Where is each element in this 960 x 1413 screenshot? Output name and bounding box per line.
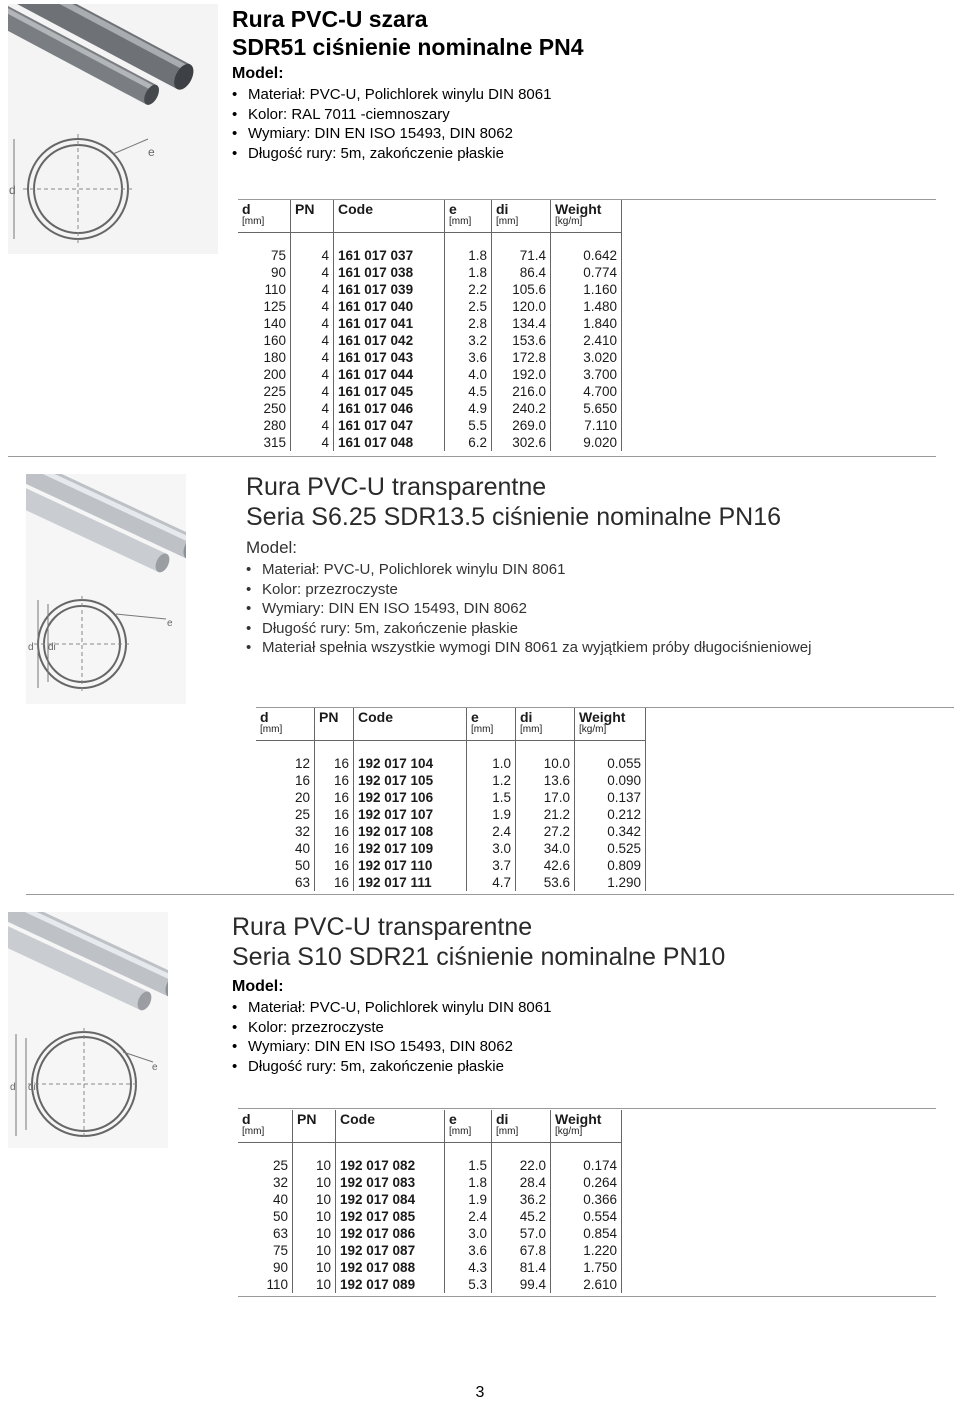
table-cell: 10 xyxy=(293,1174,336,1191)
section-subtitle: Seria S10 SDR21 ciśnienie nominalne PN10 xyxy=(232,943,726,971)
table-cell: 75 xyxy=(238,247,291,264)
spec-table-container xyxy=(238,200,622,451)
table-cell: 1.8 xyxy=(445,247,492,264)
table-cell: 172.8 xyxy=(492,349,551,366)
section-divider xyxy=(8,456,936,457)
table-cell: 2.610 xyxy=(551,1276,622,1293)
column-header xyxy=(291,200,334,233)
table-cell: 1.8 xyxy=(445,264,492,281)
table-cell: 53.6 xyxy=(516,874,575,891)
table-cell: 161 017 042 xyxy=(334,332,445,349)
section-title: Rura PVC-U szara xyxy=(232,6,428,32)
table-cell: 216.0 xyxy=(492,383,551,400)
table-cell: 25 xyxy=(238,1157,293,1174)
table-cell: 3.700 xyxy=(551,366,622,383)
table-cell: 192 017 108 xyxy=(354,823,467,840)
spec-item: • Długość rury: 5m, zakończenie płaskie xyxy=(232,1057,952,1077)
table-cell: 50 xyxy=(238,1208,293,1225)
table-cell: 4 xyxy=(291,383,334,400)
table-cell: 16 xyxy=(315,772,354,789)
column-header-label: e xyxy=(449,201,457,217)
d-label: d xyxy=(10,1082,16,1093)
column-header-label: Weight xyxy=(579,709,626,725)
table-row xyxy=(238,247,622,264)
column-header-label: Code xyxy=(340,1111,375,1127)
table-row xyxy=(238,315,622,332)
spec-item: • Długość rury: 5m, zakończenie płaskie xyxy=(246,619,946,639)
table-row xyxy=(238,1259,622,1276)
table-cell: 192 017 105 xyxy=(354,772,467,789)
table-cell: 1.2 xyxy=(467,772,516,789)
table-cell: 63 xyxy=(256,874,315,891)
table-row xyxy=(256,789,646,806)
table-cell: 1.5 xyxy=(445,1157,492,1174)
table-cell: 1.750 xyxy=(551,1259,622,1276)
table-cell: 0.525 xyxy=(575,840,646,857)
table-cell: 4 xyxy=(291,298,334,315)
table-cell: 42.6 xyxy=(516,857,575,874)
table-cell: 17.0 xyxy=(516,789,575,806)
table-cell: 9.020 xyxy=(551,434,622,451)
table-cell: 10 xyxy=(293,1259,336,1276)
model-label: Model: xyxy=(232,65,284,82)
table-cell: 161 017 044 xyxy=(334,366,445,383)
column-header-label: e xyxy=(449,1111,457,1127)
column-header xyxy=(238,1110,293,1143)
table-cell: 0.342 xyxy=(575,823,646,840)
column-header-unit xyxy=(295,216,329,228)
table-cell: 3.0 xyxy=(467,840,516,857)
table-row xyxy=(238,349,622,366)
table-cell: 161 017 047 xyxy=(334,417,445,434)
column-header-unit: [mm] xyxy=(471,724,494,735)
table-cell: 1.9 xyxy=(467,806,516,823)
column-header-unit xyxy=(338,216,440,228)
table-cell: 45.2 xyxy=(492,1208,551,1225)
table-cell: 67.8 xyxy=(492,1242,551,1259)
table-cell: 192 017 104 xyxy=(354,755,467,772)
table-cell: 50 xyxy=(256,857,315,874)
table-cell: 192 017 107 xyxy=(354,806,467,823)
table-cell: 161 017 045 xyxy=(334,383,445,400)
e-label: e xyxy=(148,145,155,159)
column-header xyxy=(575,708,646,741)
table-cell: 10 xyxy=(293,1225,336,1242)
spec-table xyxy=(256,708,646,891)
table-cell: 250 xyxy=(238,400,291,417)
table-row xyxy=(238,264,622,281)
table-header-row xyxy=(256,708,646,741)
table-cell: 192 017 109 xyxy=(354,840,467,857)
column-header-unit: [mm] xyxy=(496,1126,519,1137)
table-cell: 192 017 110 xyxy=(354,857,467,874)
column-header-unit: [kg/m] xyxy=(555,1126,583,1137)
e-label: e xyxy=(167,618,173,629)
column-header-label: di xyxy=(520,709,533,725)
column-header-label: Weight xyxy=(555,1111,602,1127)
table-cell: 0.264 xyxy=(551,1174,622,1191)
section-divider xyxy=(26,894,954,895)
table-cell: 1.480 xyxy=(551,298,622,315)
table-cell: 0.554 xyxy=(551,1208,622,1225)
table-cell: 16 xyxy=(315,806,354,823)
column-header-label: PN xyxy=(297,1111,317,1127)
table-cell: 16 xyxy=(315,789,354,806)
table-row xyxy=(256,772,646,789)
table-cell: 240.2 xyxy=(492,400,551,417)
table-row xyxy=(256,823,646,840)
column-header xyxy=(492,1110,551,1143)
table-cell: 3.2 xyxy=(445,332,492,349)
table-cell: 192 017 084 xyxy=(336,1191,445,1208)
table-cell: 90 xyxy=(238,264,291,281)
table-cell: 27.2 xyxy=(516,823,575,840)
column-header xyxy=(354,708,467,741)
spec-item: • Kolor: RAL 7011 -ciemnoszary xyxy=(232,105,952,125)
table-cell: 161 017 038 xyxy=(334,264,445,281)
table-cell: 1.220 xyxy=(551,1242,622,1259)
table-cell: 192 017 089 xyxy=(336,1276,445,1293)
column-header-label: Code xyxy=(338,201,373,217)
table-cell: 2.4 xyxy=(445,1208,492,1225)
column-header-unit: [kg/m] xyxy=(555,216,583,227)
table-cell: 192 017 088 xyxy=(336,1259,445,1276)
table-cell: 192 017 085 xyxy=(336,1208,445,1225)
column-header xyxy=(238,200,291,233)
table-cell: 0.090 xyxy=(575,772,646,789)
table-cell: 161 017 046 xyxy=(334,400,445,417)
table-cell: 16 xyxy=(256,772,315,789)
column-header-unit xyxy=(297,1126,331,1138)
column-header-unit: [mm] xyxy=(520,724,543,735)
table-row xyxy=(238,366,622,383)
table-cell: 200 xyxy=(238,366,291,383)
column-header xyxy=(516,708,575,741)
table-cell: 192 017 083 xyxy=(336,1174,445,1191)
table-cell: 153.6 xyxy=(492,332,551,349)
table-cell: 180 xyxy=(238,349,291,366)
table-cell: 3.020 xyxy=(551,349,622,366)
table-cell: 0.137 xyxy=(575,789,646,806)
table-cell: 125 xyxy=(238,298,291,315)
table-cell: 10 xyxy=(293,1242,336,1259)
table-cell: 192 017 106 xyxy=(354,789,467,806)
table-cell: 1.0 xyxy=(467,755,516,772)
section-subtitle: SDR51 ciśnienie nominalne PN4 xyxy=(232,34,584,60)
table-cell: 99.4 xyxy=(492,1276,551,1293)
spec-item: • Wymiary: DIN EN ISO 15493, DIN 8062 xyxy=(232,124,952,144)
table-cell: 86.4 xyxy=(492,264,551,281)
spec-table xyxy=(238,1110,622,1293)
table-cell: 4.7 xyxy=(467,874,516,891)
column-header xyxy=(256,708,315,741)
spec-item: • Materiał: PVC-U, Polichlorek winylu DIN 8061 xyxy=(232,85,952,105)
table-cell: 34.0 xyxy=(516,840,575,857)
table-cell: 16 xyxy=(315,874,354,891)
table-cell: 1.9 xyxy=(445,1191,492,1208)
table-cell: 22.0 xyxy=(492,1157,551,1174)
table-cell: 0.174 xyxy=(551,1157,622,1174)
column-header xyxy=(492,200,551,233)
table-cell: 6.2 xyxy=(445,434,492,451)
column-header-unit: [mm] xyxy=(449,1126,472,1137)
spec-list xyxy=(232,998,952,1076)
table-cell: 2.4 xyxy=(467,823,516,840)
spec-item: • Materiał: PVC-U, Polichlorek winylu DIN 8061 xyxy=(246,560,946,580)
table-cell: 4 xyxy=(291,264,334,281)
table-cell: 10 xyxy=(293,1191,336,1208)
table-cell: 0.854 xyxy=(551,1225,622,1242)
table-cell: 81.4 xyxy=(492,1259,551,1276)
table-cell: 3.0 xyxy=(445,1225,492,1242)
column-header xyxy=(315,708,354,741)
spec-table-container xyxy=(256,708,646,891)
column-header-unit: [mm] xyxy=(449,216,472,227)
spec-item: • Długość rury: 5m, zakończenie płaskie xyxy=(232,144,952,164)
column-header xyxy=(293,1110,336,1143)
column-header xyxy=(551,1110,622,1143)
table-row xyxy=(238,332,622,349)
table-row xyxy=(256,806,646,823)
table-cell: 161 017 041 xyxy=(334,315,445,332)
column-header-unit: [mm] xyxy=(260,724,283,735)
page-number: 3 xyxy=(475,1384,485,1401)
table-cell: 16 xyxy=(315,755,354,772)
column-header-unit xyxy=(319,724,349,736)
column-header-unit: [mm] xyxy=(242,1126,265,1137)
table-cell: 10 xyxy=(293,1276,336,1293)
table-cell: 192 017 111 xyxy=(354,874,467,891)
table-cell: 4.0 xyxy=(445,366,492,383)
table-cell: 0.774 xyxy=(551,264,622,281)
column-header-label: di xyxy=(496,201,509,217)
spec-item: • Wymiary: DIN EN ISO 15493, DIN 8062 xyxy=(232,1037,952,1057)
table-cell: 1.840 xyxy=(551,315,622,332)
table-row xyxy=(256,857,646,874)
e-label: e xyxy=(152,1062,158,1073)
spec-item: • Wymiary: DIN EN ISO 15493, DIN 8062 xyxy=(246,599,946,619)
table-cell: 2.2 xyxy=(445,281,492,298)
spec-table-container xyxy=(238,1110,622,1293)
table-cell: 192.0 xyxy=(492,366,551,383)
pipe-transparent-image xyxy=(8,912,168,1148)
table-cell: 10 xyxy=(293,1208,336,1225)
table-cell: 5.5 xyxy=(445,417,492,434)
column-header xyxy=(336,1110,445,1143)
table-row xyxy=(238,400,622,417)
table-cell: 120.0 xyxy=(492,298,551,315)
column-header xyxy=(467,708,516,741)
table-row xyxy=(238,1208,622,1225)
column-header-label: d xyxy=(242,201,251,217)
table-cell: 192 017 086 xyxy=(336,1225,445,1242)
table-cell: 16 xyxy=(315,840,354,857)
column-header-label: d xyxy=(260,709,269,725)
table-cell: 3.6 xyxy=(445,1242,492,1259)
table-cell: 280 xyxy=(238,417,291,434)
di-label: di xyxy=(28,1082,36,1093)
spec-item: • Materiał spełnia wszystkie wymogi DIN 8061 za wyjątkiem próby długociśnieniowej xyxy=(246,638,946,658)
table-cell: 5.650 xyxy=(551,400,622,417)
table-cell: 134.4 xyxy=(492,315,551,332)
table-cell: 40 xyxy=(238,1191,293,1208)
column-header-unit xyxy=(358,724,462,736)
table-row xyxy=(256,874,646,891)
column-header xyxy=(445,200,492,233)
model-label: Model: xyxy=(246,538,298,557)
table-cell: 4 xyxy=(291,400,334,417)
column-header-label: Code xyxy=(358,709,393,725)
section-title: Rura PVC-U transparentne xyxy=(232,913,533,941)
table-row xyxy=(256,840,646,857)
pipe-gray-image xyxy=(8,4,218,254)
table-row xyxy=(238,298,622,315)
table-row xyxy=(238,1157,622,1174)
table-row xyxy=(238,383,622,400)
column-header-label: di xyxy=(496,1111,509,1127)
spec-list xyxy=(246,560,946,658)
table-cell: 57.0 xyxy=(492,1225,551,1242)
column-header-label: PN xyxy=(319,709,339,725)
table-cell: 32 xyxy=(238,1174,293,1191)
table-row xyxy=(238,434,622,451)
table-cell: 161 017 043 xyxy=(334,349,445,366)
table-cell: 4 xyxy=(291,332,334,349)
table-row xyxy=(238,281,622,298)
table-row xyxy=(238,1242,622,1259)
table-cell: 105.6 xyxy=(492,281,551,298)
section-title: Rura PVC-U transparentne xyxy=(246,473,547,501)
d-label: d xyxy=(9,183,16,197)
table-cell: 2.410 xyxy=(551,332,622,349)
table-cell: 40 xyxy=(256,840,315,857)
table-cell: 16 xyxy=(315,823,354,840)
table-row xyxy=(238,1174,622,1191)
table-cell: 16 xyxy=(315,857,354,874)
table-cell: 13.6 xyxy=(516,772,575,789)
table-cell: 4.700 xyxy=(551,383,622,400)
table-cell: 4 xyxy=(291,247,334,264)
table-cell: 4.5 xyxy=(445,383,492,400)
table-cell: 161 017 040 xyxy=(334,298,445,315)
table-cell: 4 xyxy=(291,281,334,298)
model-label: Model: xyxy=(232,978,284,995)
table-row xyxy=(238,1276,622,1293)
table-cell: 192 017 087 xyxy=(336,1242,445,1259)
d-label: d xyxy=(28,642,34,653)
table-cell: 110 xyxy=(238,1276,293,1293)
column-header xyxy=(445,1110,492,1143)
table-cell: 36.2 xyxy=(492,1191,551,1208)
column-header-unit: [mm] xyxy=(496,216,519,227)
table-cell: 0.366 xyxy=(551,1191,622,1208)
table-cell: 3.6 xyxy=(445,349,492,366)
table-cell: 4.3 xyxy=(445,1259,492,1276)
table-cell: 161 017 039 xyxy=(334,281,445,298)
table-cell: 75 xyxy=(238,1242,293,1259)
table-cell: 315 xyxy=(238,434,291,451)
table-cell: 161 017 048 xyxy=(334,434,445,451)
table-cell: 160 xyxy=(238,332,291,349)
column-header-label: e xyxy=(471,709,479,725)
di-label: di xyxy=(48,642,56,653)
table-cell: 0.642 xyxy=(551,247,622,264)
table-row xyxy=(238,1225,622,1242)
table-cell: 2.8 xyxy=(445,315,492,332)
column-header-label: Weight xyxy=(555,201,602,217)
table-cell: 25 xyxy=(256,806,315,823)
table-cell: 110 xyxy=(238,281,291,298)
spec-item: • Kolor: przezroczyste xyxy=(246,580,946,600)
table-header-row xyxy=(238,200,622,233)
table-cell: 10 xyxy=(293,1157,336,1174)
table-cell: 269.0 xyxy=(492,417,551,434)
column-header xyxy=(334,200,445,233)
table-cell: 32 xyxy=(256,823,315,840)
table-cell: 225 xyxy=(238,383,291,400)
table-cell: 4 xyxy=(291,434,334,451)
table-row xyxy=(256,755,646,772)
table-cell: 0.212 xyxy=(575,806,646,823)
column-header-label: PN xyxy=(295,201,315,217)
table-header-row xyxy=(238,1110,622,1143)
table-cell: 1.290 xyxy=(575,874,646,891)
spec-list xyxy=(232,85,952,163)
spec-item: • Materiał: PVC-U, Polichlorek winylu DIN 8061 xyxy=(232,998,952,1018)
table-cell: 4 xyxy=(291,417,334,434)
table-cell: 5.3 xyxy=(445,1276,492,1293)
column-header-unit: [kg/m] xyxy=(579,724,607,735)
table-cell: 0.809 xyxy=(575,857,646,874)
table-cell: 28.4 xyxy=(492,1174,551,1191)
column-header-unit xyxy=(340,1126,440,1138)
table-cell: 10.0 xyxy=(516,755,575,772)
table-cell: 3.7 xyxy=(467,857,516,874)
table-row xyxy=(238,417,622,434)
table-cell: 12 xyxy=(256,755,315,772)
section-subtitle: Seria S6.25 SDR13.5 ciśnienie nominalne PN16 xyxy=(246,503,782,531)
table-cell: 192 017 082 xyxy=(336,1157,445,1174)
table-cell: 2.5 xyxy=(445,298,492,315)
spec-table xyxy=(238,200,622,451)
column-header-label: d xyxy=(242,1111,251,1127)
table-cell: 161 017 037 xyxy=(334,247,445,264)
table-cell: 4 xyxy=(291,349,334,366)
table-cell: 4 xyxy=(291,315,334,332)
table-cell: 1.5 xyxy=(467,789,516,806)
table-cell: 140 xyxy=(238,315,291,332)
column-header xyxy=(551,200,622,233)
table-cell: 0.055 xyxy=(575,755,646,772)
table-cell: 1.160 xyxy=(551,281,622,298)
table-cell: 71.4 xyxy=(492,247,551,264)
table-cell: 21.2 xyxy=(516,806,575,823)
table-cell: 4.9 xyxy=(445,400,492,417)
spec-item: • Kolor: przezroczyste xyxy=(232,1018,952,1038)
table-cell: 7.110 xyxy=(551,417,622,434)
table-row xyxy=(238,1191,622,1208)
table-cell: 302.6 xyxy=(492,434,551,451)
table-cell: 63 xyxy=(238,1225,293,1242)
table-cell: 90 xyxy=(238,1259,293,1276)
table-cell: 20 xyxy=(256,789,315,806)
pipe-transparent-image xyxy=(26,474,186,704)
table-cell: 4 xyxy=(291,366,334,383)
table-cell: 1.8 xyxy=(445,1174,492,1191)
column-header-unit: [mm] xyxy=(242,216,265,227)
